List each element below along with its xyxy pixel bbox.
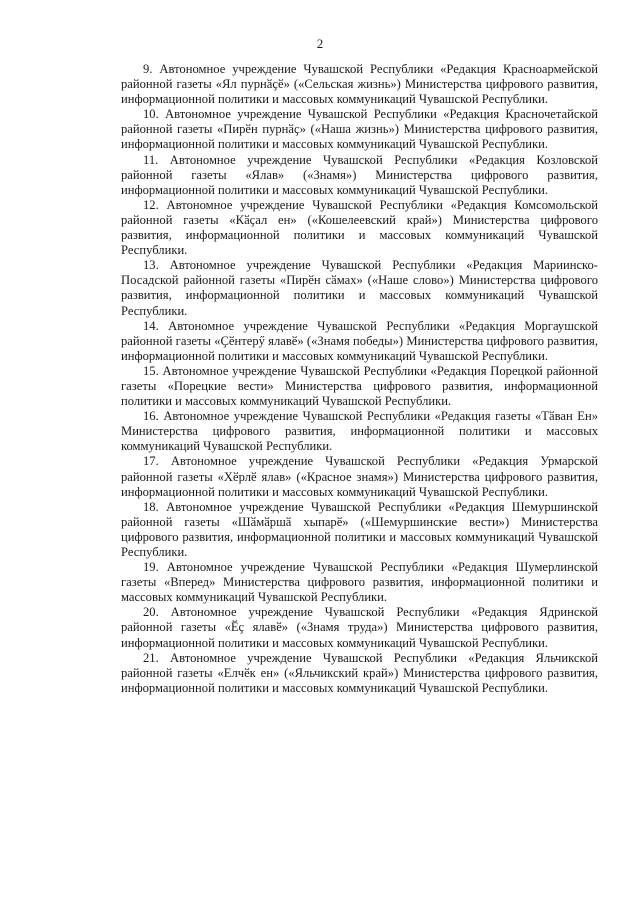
list-item: 19. Автономное учреждение Чувашской Республики «Редакция Шумерлинской газеты «Вперед» Министерства цифрового развития, информационной политики и массовых коммуникаций Чувашской Республики. — [121, 560, 598, 605]
list-item: 15. Автономное учреждение Чувашской Республики «Редакция Порецкой районной газеты «Порецкие вести» Министерства цифрового развития, информационной политики и массовых коммуникаций Чувашской Республики. — [121, 363, 598, 409]
list-item: 17. Автономное учреждение Чувашской Республики «Редакция Урмарской районной газеты «Хӗрлӗ ялав» («Красное знамя») Министерства цифрового развития, информационной политики и массовых коммуникаций Чувашской Республики. — [121, 454, 598, 499]
list-item: 10. Автономное учреждение Чувашской Республики «Редакция Красночетайской районной газеты «Пирӗн пурнӑҫ» («Наша жизнь») Министерства цифрового развития, информационной политики и массовых коммуникаций Чувашской Республики. — [121, 107, 598, 152]
organization-list — [121, 62, 598, 696]
list-item: 13. Автономное учреждение Чувашской Республики «Редакция Мариинско-Посадской районной газеты «Пирӗн сӑмах» («Наше слово») Министерства цифрового развития, информационной политики и массовых коммуникаций Чувашской Республики. — [121, 258, 598, 318]
page-number: 2 — [316, 36, 324, 51]
list-item: 16. Автономное учреждение Чувашской Республики «Редакция газеты «Тӑван Ен» Министерства цифрового развития, информационной политики и массовых коммуникаций Чувашской Республики. — [121, 409, 598, 454]
list-item: 12. Автономное учреждение Чувашской Республики «Редакция Комсомольской районной газеты «Кӑҫал ен» («Кошелеевский край») Министерства цифрового развития, информационной политики и массовых коммуникаций Чувашской Республики. — [121, 197, 598, 258]
list-item: 11. Автономное учреждение Чувашской Республики «Редакция Козловской районной газеты «Ялав» («Знамя») Министерства цифрового развития, информационной политики и массовых коммуникаций Чувашской Республики. — [121, 152, 598, 197]
list-item: 21. Автономное учреждение Чувашской Республики «Редакция Яльчикской районной газеты «Елчӗк ен» («Яльчикский край») Министерства цифрового развития, информационной политики и массовых коммуникаций Чувашской Республики. — [121, 650, 598, 695]
list-item: 9. Автономное учреждение Чувашской Республики «Редакция Красноармейской районной газеты «Ял пурнӑҫӗ» («Сельская жизнь») Министерства цифрового развития, информационной политики и массовых коммуникаций Чувашской Республики. — [121, 62, 598, 107]
list-item: 20. Автономное учреждение Чувашской Республики «Редакция Ядринской районной газеты «Ӗҫ ялавӗ» («Знамя труда») Министерства цифрового развития, информационной политики и массовых коммуникаций Чувашской Республики. — [121, 605, 598, 650]
list-item: 18. Автономное учреждение Чувашской Республики «Редакция Шемуршинской районной газеты «Шӑмӑршӑ хыпарӗ» («Шемуршинские вести») Министерства цифрового развития, информационной политики и массовых коммуникаций Чувашской Республики. — [121, 499, 598, 559]
list-item: 14. Автономное учреждение Чувашской Республики «Редакция Моргаушской районной газеты «Ҫӗнтерӳ ялавӗ» («Знамя победы») Министерства цифрового развития, информационной политики и массовых коммуникаций Чувашской Республики. — [121, 318, 598, 363]
